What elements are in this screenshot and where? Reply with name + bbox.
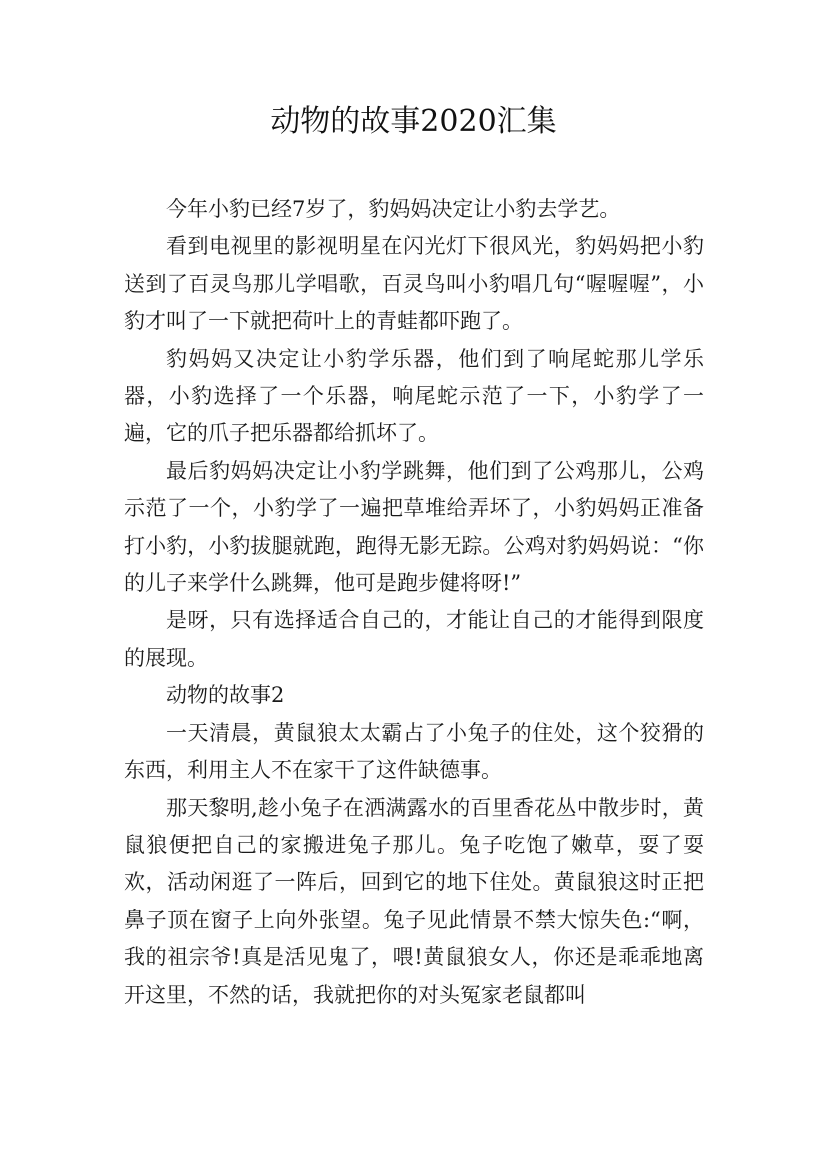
paragraph: 那天黎明,趁小兔子在洒满露水的百里香花丛中散步时，黄鼠狼便把自己的家搬进兔子那儿。兔子吃饱了嫩草，耍了耍欢，活动闲逛了一阵后，回到它的地下住处。黄鼠狼这时正把鼻子顶在窗子上向外张望。兔子见此情景不禁大惊失色:“啊，我的祖宗爷!真是活见鬼了，喂!黄鼠狼女人，你还是乖乖地离开这里，不然的话，我就把你的对头冤家老鼠都叫 — [124, 795, 704, 1007]
paragraph: 豹妈妈又决定让小豹学乐器，他们到了响尾蛇那儿学乐器，小豹选择了一个乐器，响尾蛇示范了一下，小豹学了一遍，它的爪子把乐器都给抓坏了。 — [124, 346, 704, 446]
paragraph: 是呀，只有选择适合自己的，才能让自己的才能得到限度的展现。 — [124, 608, 704, 670]
paragraph: 最后豹妈妈决定让小豹学跳舞，他们到了公鸡那儿，公鸡示范了一个，小豹学了一遍把草堆给弄坏了，小豹妈妈正准备打小豹，小豹拔腿就跑，跑得无影无踪。公鸡对豹妈妈说：“你的儿子来学什么跳舞，他可是跑步健将呀!” — [124, 458, 704, 596]
paragraph: 看到电视里的影视明星在闪光灯下很风光，豹妈妈把小豹送到了百灵鸟那儿学唱歌，百灵鸟叫小豹唱几句“喔喔喔”，小豹才叫了一下就把荷叶上的青蛙都吓跑了。 — [124, 234, 704, 334]
document-title: 动物的故事2020汇集 — [270, 104, 557, 139]
document-body — [124, 191, 704, 1014]
paragraph: 一天清晨，黄鼠狼太太霸占了小兔子的住处，这个狡猾的东西，利用主人不在家干了这件缺德事。 — [124, 720, 704, 783]
section-heading: 动物的故事2 — [166, 683, 285, 708]
paragraph: 今年小豹已经7岁了，豹妈妈决定让小豹去学艺。 — [166, 197, 621, 221]
